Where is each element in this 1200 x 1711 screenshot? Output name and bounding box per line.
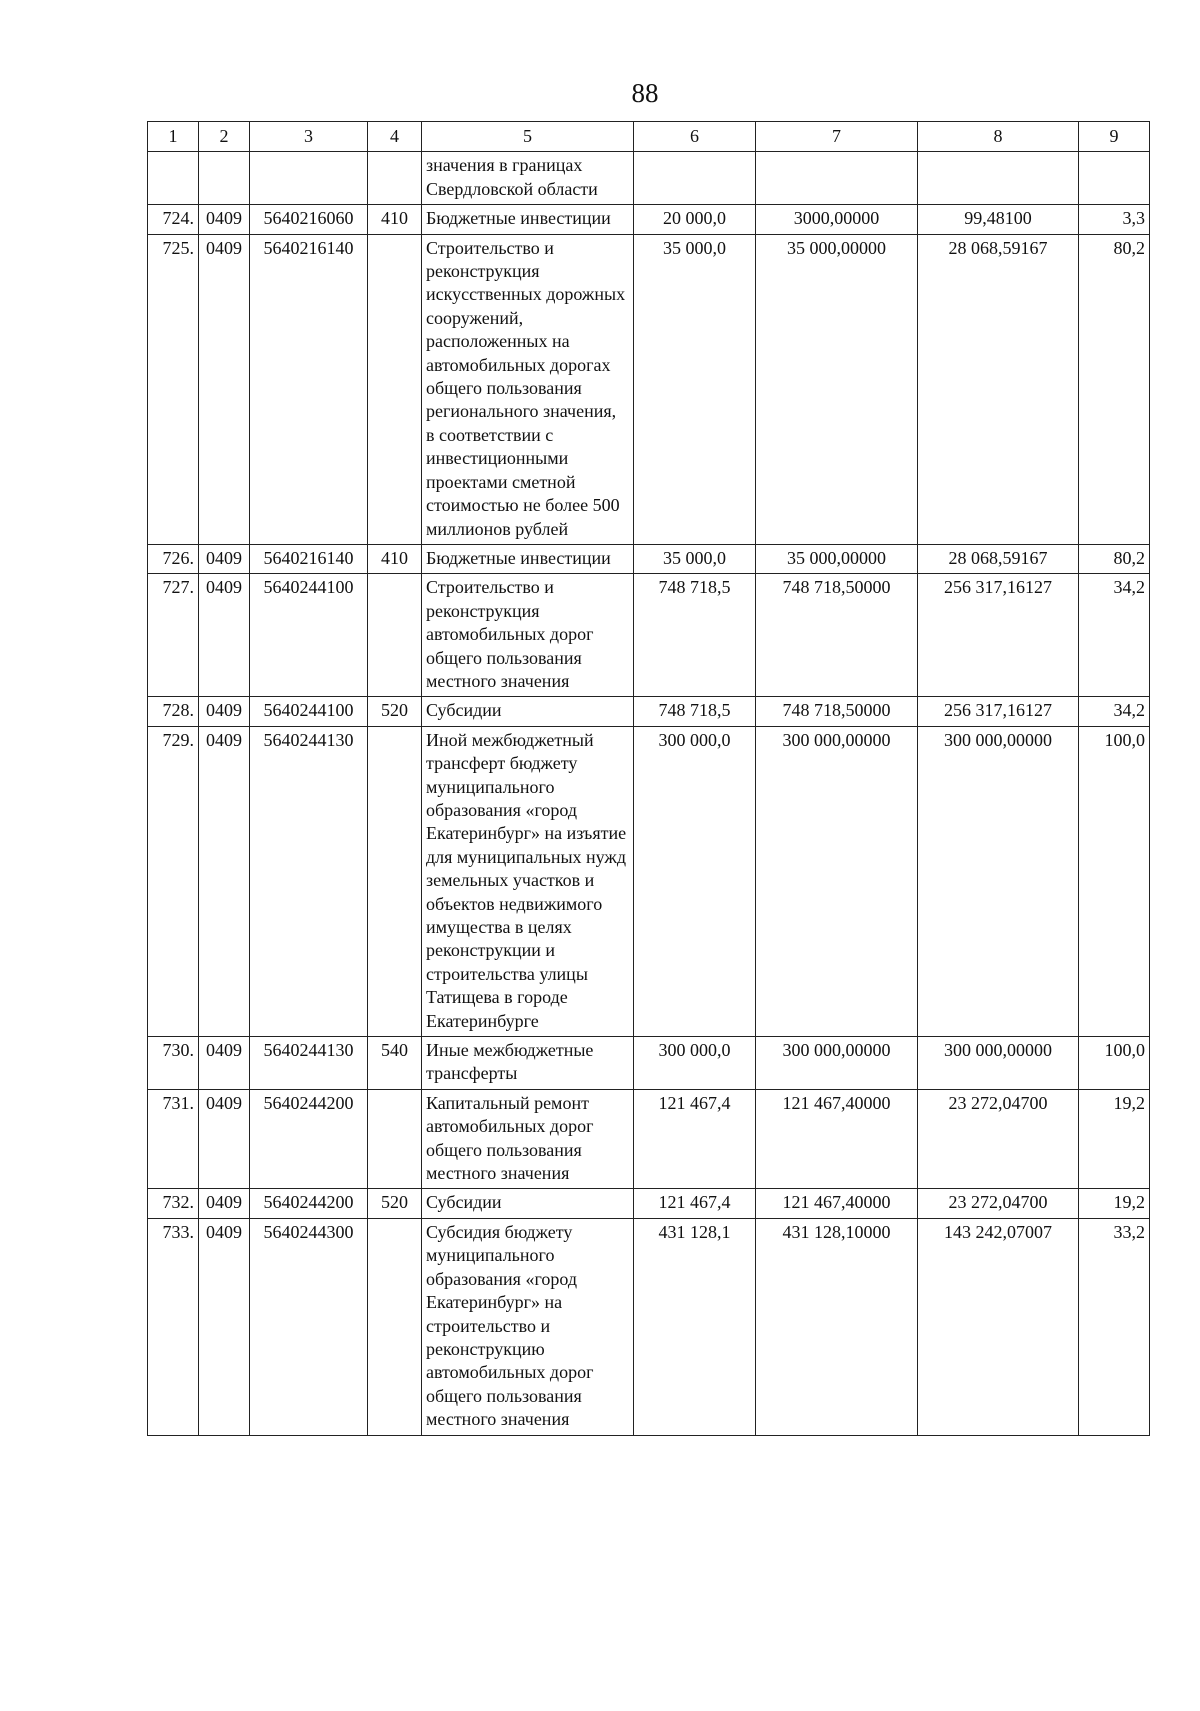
execution-percent: 19,2 bbox=[1079, 1089, 1150, 1189]
table-row bbox=[148, 205, 1150, 234]
table-row bbox=[148, 574, 1150, 697]
plan-amount: 300 000,00000 bbox=[756, 1037, 918, 1090]
section-code bbox=[199, 152, 250, 205]
table-body bbox=[148, 152, 1150, 1435]
item-name: Бюджетные инвестиции bbox=[422, 544, 634, 573]
expense-type bbox=[368, 726, 422, 1036]
approved-amount: 431 128,1 bbox=[634, 1218, 756, 1435]
target-code: 5640244130 bbox=[250, 726, 368, 1036]
executed-amount: 300 000,00000 bbox=[918, 726, 1079, 1036]
approved-amount: 35 000,0 bbox=[634, 544, 756, 573]
plan-amount: 121 467,40000 bbox=[756, 1089, 918, 1189]
approved-amount bbox=[634, 152, 756, 205]
row-number: 725. bbox=[148, 234, 199, 544]
plan-amount bbox=[756, 152, 918, 205]
section-code: 0409 bbox=[199, 1037, 250, 1090]
plan-amount: 300 000,00000 bbox=[756, 726, 918, 1036]
approved-amount: 121 467,4 bbox=[634, 1189, 756, 1218]
section-code: 0409 bbox=[199, 234, 250, 544]
expense-type bbox=[368, 1089, 422, 1189]
section-code: 0409 bbox=[199, 1218, 250, 1435]
plan-amount: 121 467,40000 bbox=[756, 1189, 918, 1218]
plan-amount: 748 718,50000 bbox=[756, 697, 918, 726]
executed-amount: 256 317,16127 bbox=[918, 574, 1079, 697]
table-row bbox=[148, 697, 1150, 726]
row-number: 724. bbox=[148, 205, 199, 234]
item-name: Строительство и реконструкция искусственных дорожных сооружений, расположенных на автомобильных дорогах общего пользования регионального значения, в соответствии с инвестиционными проектами сметной стоимостью не более 500 миллионов рублей bbox=[422, 234, 634, 544]
row-number: 727. bbox=[148, 574, 199, 697]
target-code: 5640216140 bbox=[250, 544, 368, 573]
plan-amount: 748 718,50000 bbox=[756, 574, 918, 697]
table-row bbox=[148, 1189, 1150, 1218]
item-name: значения в границах Свердловской области bbox=[422, 152, 634, 205]
section-code: 0409 bbox=[199, 726, 250, 1036]
execution-percent: 33,2 bbox=[1079, 1218, 1150, 1435]
expense-type: 520 bbox=[368, 697, 422, 726]
column-header: 5 bbox=[422, 122, 634, 152]
target-code: 5640244100 bbox=[250, 574, 368, 697]
execution-percent: 100,0 bbox=[1079, 726, 1150, 1036]
page-number: 88 bbox=[631, 78, 659, 108]
target-code: 5640216060 bbox=[250, 205, 368, 234]
executed-amount: 143 242,07007 bbox=[918, 1218, 1079, 1435]
executed-amount: 28 068,59167 bbox=[918, 544, 1079, 573]
approved-amount: 121 467,4 bbox=[634, 1089, 756, 1189]
budget-table bbox=[147, 121, 1150, 1436]
item-name: Иные межбюджетные трансферты bbox=[422, 1037, 634, 1090]
column-header: 3 bbox=[250, 122, 368, 152]
execution-percent: 100,0 bbox=[1079, 1037, 1150, 1090]
expense-type bbox=[368, 1218, 422, 1435]
approved-amount: 748 718,5 bbox=[634, 574, 756, 697]
executed-amount: 23 272,04700 bbox=[918, 1089, 1079, 1189]
executed-amount: 300 000,00000 bbox=[918, 1037, 1079, 1090]
section-code: 0409 bbox=[199, 205, 250, 234]
column-header: 8 bbox=[918, 122, 1079, 152]
expense-type: 410 bbox=[368, 544, 422, 573]
expense-type bbox=[368, 574, 422, 697]
table-row bbox=[148, 152, 1150, 205]
approved-amount: 300 000,0 bbox=[634, 1037, 756, 1090]
column-header: 7 bbox=[756, 122, 918, 152]
section-code: 0409 bbox=[199, 1189, 250, 1218]
expense-type bbox=[368, 152, 422, 205]
executed-amount: 23 272,04700 bbox=[918, 1189, 1079, 1218]
target-code: 5640244130 bbox=[250, 1037, 368, 1090]
section-code: 0409 bbox=[199, 574, 250, 697]
table-row bbox=[148, 1037, 1150, 1090]
execution-percent: 3,3 bbox=[1079, 205, 1150, 234]
row-number: 730. bbox=[148, 1037, 199, 1090]
item-name: Капитальный ремонт автомобильных дорог общего пользования местного значения bbox=[422, 1089, 634, 1189]
row-number: 729. bbox=[148, 726, 199, 1036]
table-row bbox=[148, 1089, 1150, 1189]
column-header: 9 bbox=[1079, 122, 1150, 152]
table-row bbox=[148, 726, 1150, 1036]
expense-type: 410 bbox=[368, 205, 422, 234]
execution-percent: 80,2 bbox=[1079, 544, 1150, 573]
row-number: 726. bbox=[148, 544, 199, 573]
target-code: 5640244100 bbox=[250, 697, 368, 726]
approved-amount: 748 718,5 bbox=[634, 697, 756, 726]
expense-type bbox=[368, 234, 422, 544]
item-name: Иной межбюджетный трансферт бюджету муниципального образования «город Екатеринбург» на изъятие для муниципальных нужд земельных участков и объектов недвижимого имущества в целях реконструкции и строительства улицы Татищева в городе Екатеринбурге bbox=[422, 726, 634, 1036]
table-row bbox=[148, 1218, 1150, 1435]
execution-percent: 34,2 bbox=[1079, 697, 1150, 726]
item-name: Строительство и реконструкция автомобильных дорог общего пользования местного значения bbox=[422, 574, 634, 697]
execution-percent bbox=[1079, 152, 1150, 205]
executed-amount bbox=[918, 152, 1079, 205]
approved-amount: 300 000,0 bbox=[634, 726, 756, 1036]
row-number: 728. bbox=[148, 697, 199, 726]
plan-amount: 431 128,10000 bbox=[756, 1218, 918, 1435]
approved-amount: 20 000,0 bbox=[634, 205, 756, 234]
column-header: 2 bbox=[199, 122, 250, 152]
target-code: 5640244200 bbox=[250, 1089, 368, 1189]
column-header: 1 bbox=[148, 122, 199, 152]
row-number: 732. bbox=[148, 1189, 199, 1218]
section-code: 0409 bbox=[199, 697, 250, 726]
plan-amount: 3000,00000 bbox=[756, 205, 918, 234]
executed-amount: 99,48100 bbox=[918, 205, 1079, 234]
row-number: 733. bbox=[148, 1218, 199, 1435]
item-name: Субсидия бюджету муниципального образования «город Екатеринбург» на строительство и реконструкцию автомобильных дорог общего пользования местного значения bbox=[422, 1218, 634, 1435]
target-code: 5640244300 bbox=[250, 1218, 368, 1435]
target-code: 5640216140 bbox=[250, 234, 368, 544]
executed-amount: 256 317,16127 bbox=[918, 697, 1079, 726]
table-row bbox=[148, 544, 1150, 573]
execution-percent: 80,2 bbox=[1079, 234, 1150, 544]
approved-amount: 35 000,0 bbox=[634, 234, 756, 544]
section-code: 0409 bbox=[199, 544, 250, 573]
item-name: Бюджетные инвестиции bbox=[422, 205, 634, 234]
section-code: 0409 bbox=[199, 1089, 250, 1189]
executed-amount: 28 068,59167 bbox=[918, 234, 1079, 544]
row-number: 731. bbox=[148, 1089, 199, 1189]
column-header: 6 bbox=[634, 122, 756, 152]
column-header: 4 bbox=[368, 122, 422, 152]
execution-percent: 34,2 bbox=[1079, 574, 1150, 697]
target-code: 5640244200 bbox=[250, 1189, 368, 1218]
column-number-row bbox=[148, 122, 1150, 152]
item-name: Субсидии bbox=[422, 1189, 634, 1218]
expense-type: 520 bbox=[368, 1189, 422, 1218]
expense-type: 540 bbox=[368, 1037, 422, 1090]
table-row bbox=[148, 234, 1150, 544]
plan-amount: 35 000,00000 bbox=[756, 544, 918, 573]
row-number bbox=[148, 152, 199, 205]
target-code bbox=[250, 152, 368, 205]
execution-percent: 19,2 bbox=[1079, 1189, 1150, 1218]
item-name: Субсидии bbox=[422, 697, 634, 726]
plan-amount: 35 000,00000 bbox=[756, 234, 918, 544]
